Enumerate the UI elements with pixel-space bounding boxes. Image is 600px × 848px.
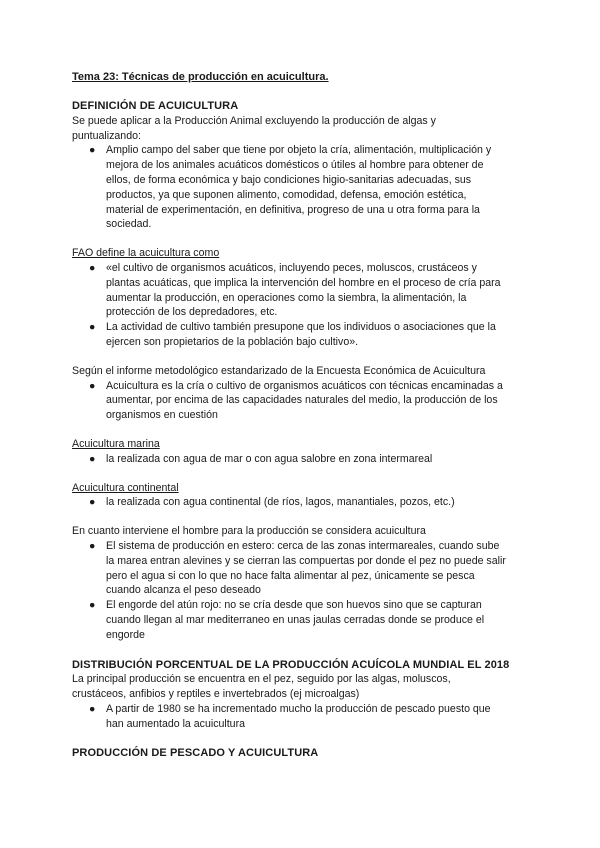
item-line: A partir de 1980 se ha incrementado mucho la producción de pescado puesto que	[106, 702, 491, 715]
bullet-icon: ●	[89, 599, 96, 612]
item-line: El engorde del atún rojo: no se cría desde que son huevos sino que se capturan	[106, 599, 482, 612]
page-title: Tema 23: Técnicas de producción en acuicultura.	[72, 71, 329, 83]
list-item	[72, 143, 542, 232]
section-heading: PRODUCCIÓN DE PESCADO Y ACUICULTURA	[72, 747, 319, 760]
item-line: productos, ya que suponen alimento, comodidad, defensa, emoción estética,	[106, 188, 467, 201]
list-item	[72, 379, 542, 423]
bullet-icon: ●	[89, 144, 96, 157]
item-line: La actividad de cultivo también presupone que los individuos o asociaciones que la	[106, 321, 496, 334]
item-line: Acuicultura es la cría o cultivo de organismos acuáticos con técnicas encaminadas a	[106, 379, 503, 392]
list-item	[72, 702, 542, 732]
item-line: engorde	[106, 628, 145, 641]
section-marina	[72, 437, 542, 467]
section-informe	[72, 364, 542, 423]
section-distribucion	[72, 658, 542, 732]
intro-line: puntualizando:	[72, 129, 141, 142]
document-page	[72, 70, 542, 761]
item-line: organismos en cuestión	[106, 409, 218, 422]
item-line: ejercen son propietarios de la población bajo cultivo».	[106, 335, 359, 348]
item-line: protección de los depredadores, etc.	[106, 306, 278, 319]
section-subheading: En cuanto interviene el hombre para la producción se considera acuicultura	[72, 525, 426, 538]
item-line: aumentar, por encima de las capacidades naturales del medio, la producción de los	[106, 394, 498, 407]
section-intervencion	[72, 524, 542, 642]
item-line: mejora de los animales acuáticos domésticos o útiles al hombre para obtener de	[106, 159, 484, 172]
bullet-list	[72, 143, 542, 232]
bullet-list	[72, 452, 542, 467]
section-subheading: Acuicultura continental	[72, 481, 179, 494]
intro-line: La principal producción se encuentra en el pez, seguido por las algas, moluscos,	[72, 673, 451, 686]
item-line: sociedad.	[106, 218, 152, 231]
intro-line: Se puede aplicar a la Producción Animal excluyendo la producción de algas y	[72, 114, 436, 127]
bullet-icon: ●	[89, 261, 96, 274]
list-item	[72, 452, 542, 467]
list-item	[72, 539, 542, 598]
item-line: Amplio campo del saber que tiene por objeto la cría, alimentación, multiplicación y	[106, 144, 492, 157]
item-line: cuando alcanza el peso deseado	[106, 584, 261, 597]
item-line: «el cultivo de organismos acuáticos, incluyendo peces, moluscos, crustáceos y	[106, 261, 477, 274]
bullet-icon: ●	[89, 539, 96, 552]
bullet-icon: ●	[89, 702, 96, 715]
list-item	[72, 261, 542, 320]
item-line: plantas acuáticas, que implica la intervención del hombre en el proceso de cría para	[106, 276, 501, 289]
bullet-list	[72, 702, 542, 732]
section-heading: DISTRIBUCIÓN PORCENTUAL DE LA PRODUCCIÓN ACUÍCOLA MUNDIAL EL 2018	[72, 658, 510, 671]
bullet-icon: ●	[89, 321, 96, 334]
item-line: aumentar la producción, en operaciones como la siembra, la alimentación, la	[106, 291, 467, 304]
bullet-list	[72, 261, 542, 350]
section-subheading: Acuicultura marina	[72, 437, 160, 450]
section-subheading: FAO define la acuicultura como	[72, 247, 220, 260]
bullet-list	[72, 539, 542, 643]
bullet-icon: ●	[89, 452, 96, 465]
section-continental	[72, 481, 542, 511]
item-line: la realizada con agua de mar o con agua salobre en zona intermareal	[106, 452, 433, 465]
bullet-list	[72, 379, 542, 423]
intro-line: crustáceos, anfibios y reptiles e invertebrados (ej microalgas)	[72, 688, 360, 701]
bullet-icon: ●	[89, 496, 96, 509]
item-line: cuando llegan al mar mediterraneo en unas jaulas cerradas donde se produce el	[106, 613, 485, 626]
item-line: la realizada con agua continental (de ríos, lagos, manantiales, pozos, etc.)	[106, 496, 455, 509]
item-line: El sistema de producción en estero: cerca de las zonas intermareales, cuando sube	[106, 539, 500, 552]
section-definicion	[72, 99, 542, 232]
item-line: ellos, de forma económica y bajo condiciones higio-sanitarias adecuadas, sus	[106, 173, 472, 186]
bullet-list	[72, 495, 542, 510]
list-item	[72, 320, 542, 350]
section-fao	[72, 246, 542, 350]
section-produccion	[72, 746, 542, 761]
item-line: han aumentado la acuicultura	[106, 717, 245, 730]
section-subheading: Según el informe metodológico estandarizado de la Encuesta Económica de Acuicultura	[72, 364, 486, 377]
section-heading: DEFINICIÓN DE ACUICULTURA	[72, 100, 239, 112]
bullet-icon: ●	[89, 379, 96, 392]
item-line: pero el agua si con lo que no hace falta alimentar al pez, únicamente se pesca	[106, 569, 475, 582]
list-item	[72, 495, 542, 510]
item-line: la marea entran alevines y se cierran las compuertas por donde el pez no puede salir	[106, 554, 506, 567]
list-item	[72, 598, 542, 642]
item-line: material de experimentación, en definitiva, progreso de una u otra forma para la	[106, 203, 480, 216]
